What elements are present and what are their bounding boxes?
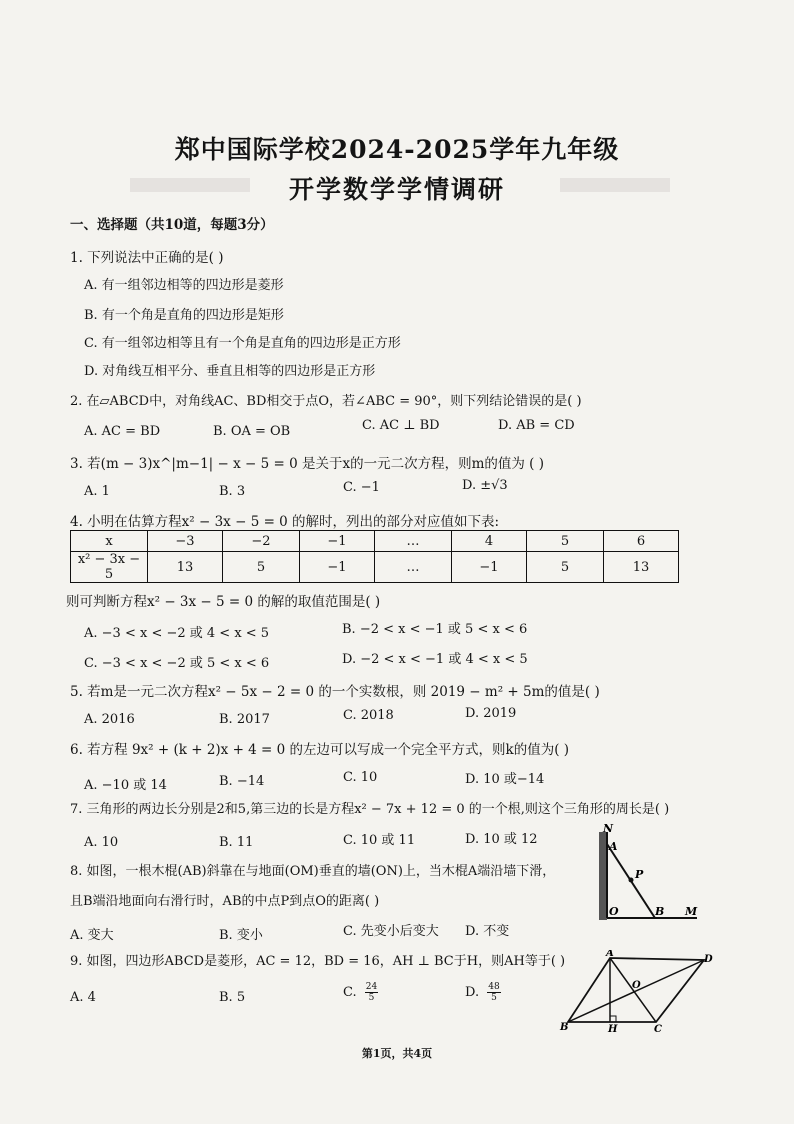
table-row [71, 552, 679, 583]
table-cell: −1 [300, 552, 375, 583]
q9-option-d-prefix: D. [465, 985, 480, 1000]
table-cell: 13 [148, 552, 223, 583]
q9-option-a: A. 4 [70, 990, 96, 1005]
label-c: C [654, 1024, 662, 1035]
fraction-numerator: 48 [488, 982, 500, 992]
label-b: B [655, 905, 665, 918]
q8-option-a: A. 变大 [70, 928, 114, 943]
q6-stem: 6. 若方程 9x² + (k + 2)x + 4 = 0 的左边可以写成一个完全平方式，则k的值为( ) [70, 742, 570, 758]
q2-option-a: A. AC = BD [84, 424, 161, 439]
q8-stem-2: 且B端沿地面向右滑行时，AB的中点P到点O的距离( ) [70, 894, 380, 909]
table-cell: x² − 3x − 5 [71, 552, 148, 583]
table-cell: 5 [527, 552, 604, 583]
q9-option-d-fraction [487, 982, 500, 1003]
table-cell: 5 [223, 552, 300, 583]
fraction-denominator: 5 [368, 993, 375, 1003]
midpoint-p [629, 878, 634, 883]
q8-option-c: C. 先变小后变大 [343, 924, 439, 939]
label-a: A [606, 950, 614, 959]
q7-option-d: D. 10 或 12 [465, 832, 538, 847]
table-cell: −1 [300, 531, 375, 552]
table-cell: 5 [527, 531, 604, 552]
q3-option-d: D. ±√3 [462, 478, 508, 493]
q3-option-a: A. 1 [84, 484, 110, 499]
q5-option-c: C. 2018 [343, 708, 394, 723]
q4-option-d: D. −2 < x < −1 或 4 < x < 5 [342, 652, 528, 667]
q9-option-c-fraction [365, 982, 378, 1003]
label-o: O [632, 980, 641, 991]
q9-option-d [465, 982, 501, 1003]
label-n: N [603, 822, 614, 835]
q8-stem-1: 8. 如图，一根木棍(AB)斜靠在与地面(OM)垂直的墙(ON)上，当木棍A端沿墙下滑， [70, 864, 556, 879]
q9-option-c-prefix: C. [343, 985, 357, 1000]
q5-option-a: A. 2016 [84, 712, 135, 727]
q6-option-d: D. 10 或−14 [465, 772, 545, 787]
table-cell: … [375, 552, 452, 583]
q5-option-b: B. 2017 [219, 712, 270, 727]
label-p: P [635, 868, 644, 881]
q7-stem: 7. 三角形的两边长分别是2和5,第三边的长是方程x² − 7x + 12 = 0 的一个根,则这个三角形的周长是( ) [70, 802, 670, 817]
label-m: M [685, 905, 698, 918]
label-o: O [609, 905, 619, 918]
section-heading: 一、选择题（共10道，每题3分） [70, 217, 274, 233]
q3-stem: 3. 若(m − 3)x^|m−1| − x − 5 = 0 是关于x的一元二次方程，则m的值为 ( ) [70, 456, 545, 472]
q1-option-b: B. 有一个角是直角的四边形是矩形 [84, 308, 284, 323]
q8-option-b: B. 变小 [219, 928, 263, 943]
q2-stem: 2. 在▱ABCD中，对角线AC、BD相交于点O，若∠ABC = 90°，则下列结论错误的是( ) [70, 394, 582, 409]
label-a: A [609, 840, 618, 853]
wall-hatch [599, 832, 607, 920]
q1-option-d: D. 对角线互相平分、垂直且相等的四边形是正方形 [84, 364, 376, 379]
table-cell: 4 [452, 531, 527, 552]
label-b: B [560, 1022, 569, 1033]
table-cell: −1 [452, 552, 527, 583]
right-angle-mark [610, 1016, 616, 1022]
q4-stem-2: 则可判断方程x² − 3x − 5 = 0 的解的取值范围是( ) [66, 594, 381, 610]
table-cell: 6 [604, 531, 679, 552]
q2-option-b: B. OA = OB [213, 424, 291, 439]
q8-option-d: D. 不变 [465, 924, 510, 939]
q6-option-b: B. −14 [219, 774, 265, 789]
q4-value-table [70, 530, 679, 583]
table-cell: x [71, 531, 148, 552]
table-cell: … [375, 531, 452, 552]
table-cell: −2 [223, 531, 300, 552]
q2-option-d: D. AB = CD [498, 418, 575, 433]
q1-stem: 1. 下列说法中正确的是( ) [70, 250, 224, 266]
q1-option-c: C. 有一组邻边相等且有一个角是直角的四边形是正方形 [84, 336, 401, 351]
q9-option-c [343, 982, 378, 1003]
q6-option-c: C. 10 [343, 770, 378, 785]
q4-option-b: B. −2 < x < −1 或 5 < x < 6 [342, 622, 528, 637]
q2-option-c: C. AC ⊥ BD [362, 418, 440, 433]
q4-stem: 4. 小明在估算方程x² − 3x − 5 = 0 的解时，列出的部分对应值如下表: [70, 514, 500, 530]
q9-rhombus-figure [556, 950, 716, 1035]
q8-ladder-figure [585, 822, 705, 924]
page-footer: 第1页，共4页 [361, 1047, 433, 1060]
q7-option-a: A. 10 [84, 835, 119, 850]
table-cell: 13 [604, 552, 679, 583]
q6-option-a: A. −10 或 14 [84, 778, 167, 793]
q7-option-c: C. 10 或 11 [343, 833, 416, 848]
q9-stem: 9. 如图，四边形ABCD是菱形，AC = 12，BD = 16，AH ⊥ BC于H，则AH等于( ) [70, 954, 566, 969]
q9-option-b: B. 5 [219, 990, 246, 1005]
table-row [71, 531, 679, 552]
q4-option-a: A. −3 < x < −2 或 4 < x < 5 [84, 626, 270, 641]
q1-option-a: A. 有一组邻边相等的四边形是菱形 [84, 278, 284, 293]
fraction-denominator: 5 [491, 993, 497, 1003]
label-h: H [608, 1024, 618, 1035]
exam-subtitle: 开学数学学情调研 [288, 175, 505, 204]
exam-title: 郑中国际学校2024-2025学年九年级 [174, 135, 620, 164]
label-d: D [704, 954, 713, 965]
q7-option-b: B. 11 [219, 835, 254, 850]
q5-option-d: D. 2019 [465, 706, 517, 721]
q3-option-b: B. 3 [219, 484, 246, 499]
fraction-numerator: 24 [365, 982, 378, 992]
table-cell: −3 [148, 531, 223, 552]
q4-option-c: C. −3 < x < −2 或 5 < x < 6 [84, 656, 270, 671]
q3-option-c: C. −1 [343, 480, 380, 495]
q5-stem: 5. 若m是一元二次方程x² − 5x − 2 = 0 的一个实数根，则 2019 − m² + 5m的值是( ) [70, 684, 600, 700]
